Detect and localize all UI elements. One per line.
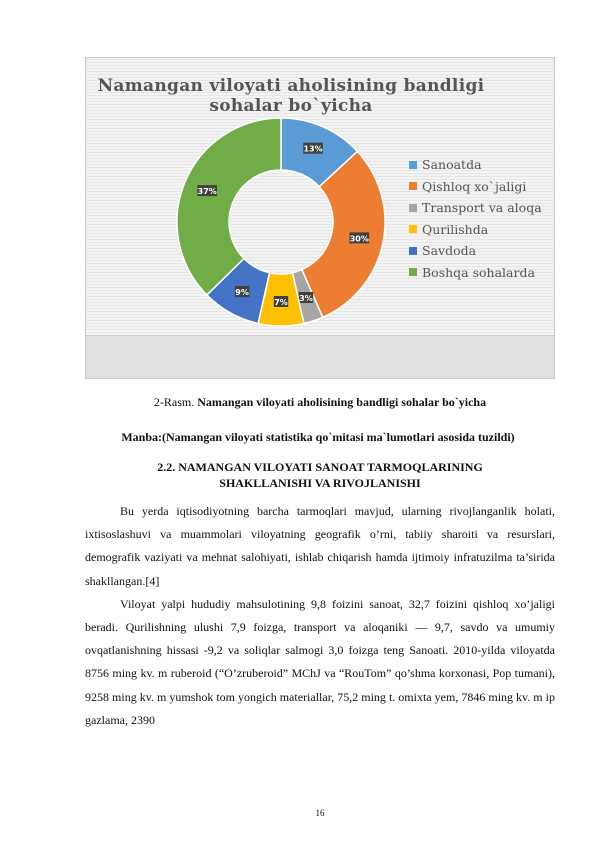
figure-source: Manba:(Namangan viloyati statistika qo`mitasi ma`lumotlari asosida tuzildi) <box>121 430 515 444</box>
legend-swatch <box>409 247 417 255</box>
legend-item-boshqa-sohalarda <box>409 262 542 284</box>
legend-label: Qishloq xo`jaligi <box>422 178 527 194</box>
legend-item-savdoda <box>409 240 542 262</box>
legend-label: Savdoda <box>422 243 477 259</box>
chart-title-line-1: Namangan viloyati aholisining bandligi <box>97 76 485 96</box>
legend-label: Sanoatda <box>422 157 482 173</box>
data-label-transport-va-aloqa <box>299 292 313 303</box>
legend-swatch <box>409 204 417 212</box>
section-heading-line-2: SHAKLLANISHI VA RIVOJLANISHI <box>219 476 421 490</box>
data-label-qishloq-xo-jaligi <box>350 232 370 243</box>
data-label-text: 37% <box>197 187 217 197</box>
section-heading <box>85 459 555 491</box>
legend-label: Qurilishda <box>422 221 489 237</box>
figure-caption <box>0 395 595 410</box>
legend-label: Transport va aloqa <box>422 200 542 216</box>
legend-swatch <box>409 268 417 276</box>
legend-item-transport-va-aloqa <box>409 197 542 219</box>
chart-title-line-2: sohalar bo`yicha <box>209 96 373 116</box>
paragraph-1: Bu yerda iqtisodiyotning barcha tarmoqlari mavjud, ularning rivojlanganlik holati, ixtisoslashuvi va muammolari viloyatning geografik o’rni, tabiiy sharoiti va resurslari, demografik vaziyati va mehnat salohiyati, ishlab chiqarish hamda ijtimoiy infratuzilma ta’sirida shakllangan.[4] <box>85 504 555 588</box>
legend-swatch <box>409 161 417 169</box>
data-label-boshqa-sohalarda <box>197 185 217 196</box>
slice-boshqa-sohalarda <box>177 118 281 295</box>
figure-caption-prefix: 2-Rasm. <box>153 395 198 409</box>
page-number: 16 <box>315 808 325 818</box>
data-label-savdoda <box>235 286 249 297</box>
chart-legend <box>409 154 542 283</box>
legend-item-sanoatda <box>409 154 542 176</box>
legend-label: Boshqa sohalarda <box>422 264 535 280</box>
legend-swatch <box>409 225 417 233</box>
data-label-text: 13% <box>303 144 323 154</box>
paragraph-2: Viloyat yalpi hududiy mahsulotining 9,8 foizini sanoat, 32,7 foizini qishloq xo’jaligi beradi. Qurilishning ulushi 7,9 foizga, transport va aloqaniki — 9,7, savdo va umumiy ovqatlanishning hissasi -9,2 va soliqlar salmogi 3,0 foizga teng Sanoati. 2010-yilda viloyatda 8756 ming kv. m ruberoid (“O’zruberoid” MChJ va “RouTom” qo’shma korxonasi, Pop tumani), 9258 ming kv. m yumshok tom yongich materiallar, 75,2 ming t. omixta yem, 7846 ming kv. m ip gazlama, 2390 <box>85 596 555 727</box>
body-text <box>85 500 555 732</box>
legend-item-qurilishda <box>409 219 542 241</box>
section-heading-line-1: 2.2. NAMANGAN VILOYATI SANOAT TARMOQLARINING <box>157 460 483 474</box>
data-label-text: 7% <box>274 298 288 307</box>
legend-swatch <box>409 182 417 190</box>
chart-frame <box>85 57 555 379</box>
legend-item-qishloq-xo-jaligi <box>409 176 542 198</box>
data-label-text: 3% <box>299 294 313 304</box>
data-label-sanoatda <box>303 143 323 154</box>
figure-caption-title: Namangan viloyati aholisining bandligi sohalar bo`yicha <box>197 395 487 409</box>
data-label-text: 30% <box>349 234 369 244</box>
data-label-qurilishda <box>274 296 288 307</box>
data-label-text: 9% <box>235 287 249 297</box>
